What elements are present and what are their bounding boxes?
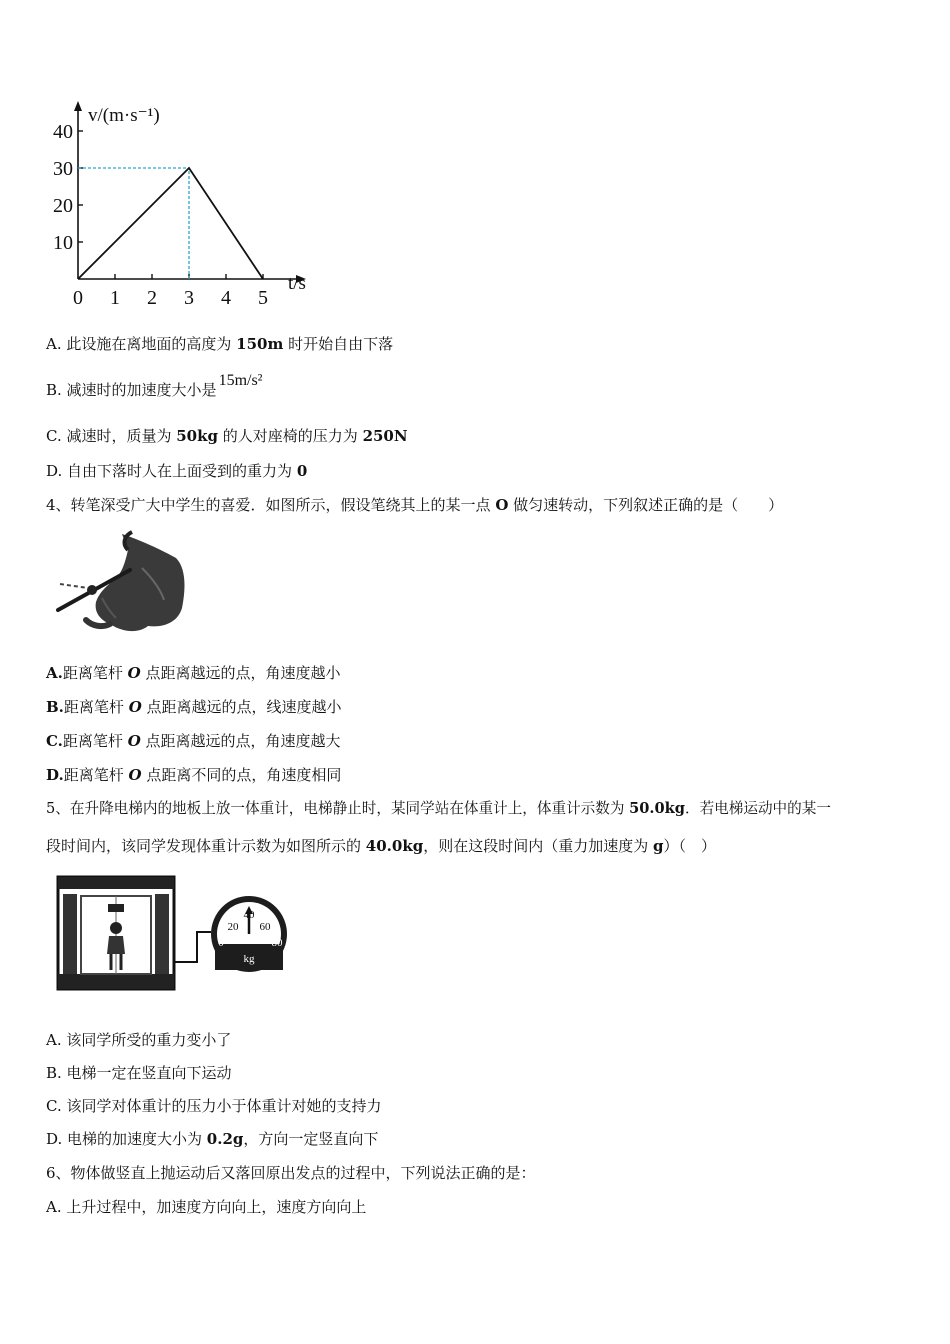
gauge-label: 80 — [271, 937, 283, 949]
gauge-unit: kg — [243, 953, 255, 965]
y-axis-label: v/(m·s⁻¹) — [88, 105, 160, 126]
q5-option-a: A. 该同学所受的重力变小了 — [46, 1031, 232, 1049]
velocity-series-line — [78, 168, 263, 279]
x-tick-label: 1 — [110, 287, 120, 309]
q6-stem: 6、物体做竖直上抛运动后又落回原出发点的过程中，下列说法正确的是： — [46, 1164, 536, 1182]
y-tick-label: 40 — [53, 121, 73, 143]
x-tick-label: 2 — [147, 287, 157, 309]
q4-option-b: B.距离笔杆 O 点距离越远的点，线速度越小 — [46, 698, 342, 716]
acceleration-formula: 15m/s² — [218, 372, 263, 389]
elevator-scale-illustration — [55, 874, 295, 994]
y-axis-arrow — [74, 101, 82, 111]
x-tick-label: 5 — [258, 287, 268, 309]
q4-option-d: D.距离笔杆 O 点距离不同的点，角速度相同 — [46, 766, 342, 784]
q5-option-d: D. 电梯的加速度大小为 0.2g，方向一定竖直向下 — [46, 1130, 379, 1148]
gauge-label: 20 — [227, 921, 239, 933]
gauge-label: 40 — [243, 909, 255, 921]
gauge-label: 60 — [259, 921, 271, 933]
q6-option-a: A. 上升过程中，加速度方向向上，速度方向向上 — [46, 1198, 367, 1216]
q4-stem: 4、转笔深受广大中学生的喜爱．如图所示，假设笔绕其上的某一点 O 做匀速转动，下列叙述正确的是（ ） — [46, 496, 784, 514]
q3-option-a: A. 此设施在离地面的高度为 150m 时开始自由下落 — [46, 335, 394, 353]
x-axis-label: t/s — [288, 273, 306, 294]
q5-option-c: C. 该同学对体重计的压力小于体重计对她的支持力 — [46, 1097, 382, 1115]
q3-option-d: D. 自由下落时人在上面受到的重力为 0 — [46, 462, 308, 480]
x-tick-label: 3 — [184, 287, 194, 309]
y-tick-label: 20 — [53, 195, 73, 217]
velocity-time-graph — [40, 95, 330, 310]
q4-option-c: C.距离笔杆 O 点距离越远的点，角速度越大 — [46, 732, 341, 750]
y-tick-label: 30 — [53, 158, 73, 180]
pen-spinning-hand-illustration — [52, 528, 188, 636]
q3-option-c: C. 减速时，质量为 50kg 的人对座椅的压力为 250N — [46, 427, 408, 445]
q3-option-b: B. 减速时的加速度大小是15m/s² — [46, 372, 263, 399]
gauge-label: 0 — [218, 937, 224, 949]
q5-stem-line-1: 5、在升降电梯内的地板上放一体重计，电梯静止时，某同学站在体重计上，体重计示数为 50.0kg．若电梯运动中的某一 — [46, 800, 831, 817]
x-tick-label: 4 — [221, 287, 231, 309]
q5-stem-line-2: 段时间内，该同学发现体重计示数为如图所示的 40.0kg，则在这段时间内（重力加速度为 g）（ ） — [46, 837, 716, 855]
y-tick-label: 10 — [53, 232, 73, 254]
q4-option-a: A.距离笔杆 O 点距离越远的点，角速度越小 — [46, 664, 341, 682]
q5-option-b: B. 电梯一定在竖直向下运动 — [46, 1064, 232, 1082]
x-tick-label: 0 — [73, 287, 83, 309]
